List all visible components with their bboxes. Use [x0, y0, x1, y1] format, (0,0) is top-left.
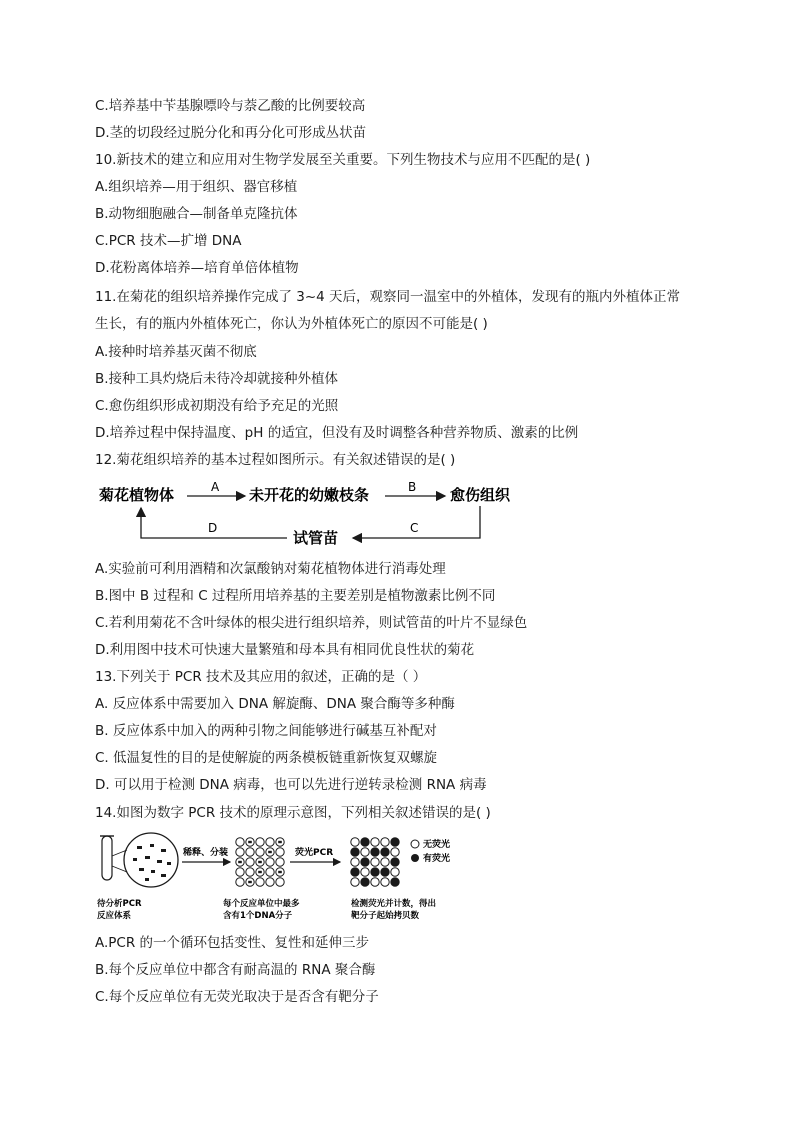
- reaction-well: [266, 858, 274, 866]
- option-b-q12: B.图中 B 过程和 C 过程所用培养基的主要差别是植物激素比例不同: [95, 588, 496, 604]
- reaction-well: [246, 858, 254, 866]
- well-fluorescent: [351, 848, 359, 856]
- well-no-fluorescence: [351, 838, 359, 846]
- well-no-fluorescence: [371, 878, 379, 886]
- option-a-q11: A.接种时培养基灭菌不彻底: [95, 344, 257, 360]
- question-14: 14.如图为数字 PCR 技术的原理示意图，下列相关叙述错误的是( ): [95, 805, 491, 821]
- step-dilute-label: 稀释、分装: [183, 848, 229, 858]
- option-c-q12: C.若利用菊花不含叶绿体的根尖进行组织培养，则试管苗的叶片不显绿色: [95, 615, 528, 631]
- well-no-fluorescence: [351, 858, 359, 866]
- caption-1a: 待分析PCR: [97, 899, 142, 909]
- reaction-well: [246, 848, 254, 856]
- legend-has-label: 有荧光: [423, 854, 451, 864]
- reaction-well: [266, 838, 274, 846]
- node-callus: 愈伤组织: [450, 486, 511, 504]
- option-a-q10: A.组织培养—用于组织、器官移植: [95, 179, 298, 195]
- well-fluorescent: [371, 868, 379, 876]
- dna-molecule: [248, 881, 252, 883]
- option-c-q14: C.每个反应单位有无荧光取决于是否含有靶分子: [95, 989, 379, 1005]
- node-plant: 菊花植物体: [99, 486, 175, 504]
- option-b-q11: B.接种工具灼烧后未待冷却就接种外植体: [95, 371, 339, 387]
- legend-none-label: 无荧光: [423, 840, 451, 850]
- dilution-grid: [236, 838, 284, 886]
- option-d-q12: D.利用图中技术可快速大量繁殖和母本具有相同优良性状的菊花: [95, 642, 475, 658]
- dna-molecule: [278, 841, 282, 843]
- well-fluorescent: [361, 838, 369, 846]
- well-no-fluorescence: [351, 878, 359, 886]
- test-tube-icon: [100, 836, 127, 880]
- option-c-q9: C.培养基中苄基腺嘌呤与萘乙酸的比例要较高: [95, 98, 366, 114]
- label-d: D: [208, 521, 218, 535]
- caption-2b: 含有1个DNA分子: [223, 911, 293, 921]
- question-11-line1: 11.在菊花的组织培养操作完成了 3~4 天后，观察同一温室中的外植体，发现有的瓶内外植体正常: [95, 289, 681, 305]
- option-d-q11: D.培养过程中保持温度、pH 的适宜，但没有及时调整各种营养物质、激素的比例: [95, 425, 579, 441]
- option-d-q9: D.茎的切段经过脱分化和再分化可形成丛状苗: [95, 125, 367, 141]
- dna-molecule: [258, 861, 262, 863]
- well-fluorescent: [351, 868, 359, 876]
- dna-molecule: [238, 861, 242, 863]
- well-fluorescent: [361, 878, 369, 886]
- reaction-well: [246, 868, 254, 876]
- well-no-fluorescence: [361, 868, 369, 876]
- well-fluorescent: [391, 838, 399, 846]
- option-d-q13: D. 可以用于检测 DNA 病毒，也可以先进行逆转录检测 RNA 病毒: [95, 777, 487, 793]
- step-pcr-label: 荧光PCR: [295, 848, 334, 858]
- option-c-q10: C.PCR 技术—扩增 DNA: [95, 233, 242, 249]
- reaction-well: [276, 878, 284, 886]
- tissue-culture-diagram: [95, 478, 535, 550]
- well-fluorescent: [391, 878, 399, 886]
- well-fluorescent: [381, 848, 389, 856]
- reaction-well: [256, 848, 264, 856]
- well-no-fluorescence: [381, 878, 389, 886]
- question-10: 10.新技术的建立和应用对生物学发展至关重要。下列生物技术与应用不匹配的是( ): [95, 152, 591, 168]
- option-a-q14: A.PCR 的一个循环包括变性、复性和延伸三步: [95, 935, 370, 951]
- caption-3a: 检测荧光并计数，得出: [351, 899, 437, 909]
- well-fluorescent: [381, 868, 389, 876]
- label-c: C: [410, 521, 419, 535]
- fluorescence-grid: [351, 838, 399, 886]
- dna-molecule: [258, 871, 262, 873]
- reaction-well: [236, 878, 244, 886]
- reaction-well: [236, 838, 244, 846]
- well-fluorescent: [371, 848, 379, 856]
- well-fluorescent: [391, 858, 399, 866]
- well-no-fluorescence: [361, 848, 369, 856]
- reaction-well: [266, 868, 274, 876]
- reaction-well: [256, 838, 264, 846]
- well-no-fluorescence: [391, 868, 399, 876]
- magnified-reaction-icon: [124, 833, 178, 887]
- option-a-q12: A.实验前可利用酒精和次氯酸钠对菊花植物体进行消毒处理: [95, 561, 446, 577]
- question-13: 13.下列关于 PCR 技术及其应用的叙述，正确的是（ ）: [95, 669, 427, 685]
- option-c-q13: C. 低温复性的目的是使解旋的两条模板链重新恢复双螺旋: [95, 750, 438, 766]
- well-no-fluorescence: [371, 838, 379, 846]
- digital-pcr-diagram: [95, 832, 495, 924]
- reaction-well: [236, 848, 244, 856]
- label-b: B: [408, 480, 417, 494]
- node-shoot: 未开花的幼嫩枝条: [249, 486, 370, 504]
- label-a: A: [211, 480, 220, 494]
- well-no-fluorescence: [381, 858, 389, 866]
- dna-molecule: [248, 841, 252, 843]
- option-c-q11: C.愈伤组织形成初期没有给予充足的光照: [95, 398, 339, 414]
- reaction-well: [256, 878, 264, 886]
- reaction-well: [266, 878, 274, 886]
- reaction-well: [276, 858, 284, 866]
- well-fluorescent: [361, 858, 369, 866]
- reaction-well: [236, 868, 244, 876]
- question-11-line2: 生长，有的瓶内外植体死亡，你认为外植体死亡的原因不可能是( ): [95, 316, 488, 332]
- option-b-q10: B.动物细胞融合—制备单克隆抗体: [95, 206, 298, 222]
- dna-molecule: [268, 851, 272, 853]
- well-no-fluorescence: [371, 858, 379, 866]
- caption-3b: 靶分子起始拷贝数: [351, 911, 420, 921]
- legend-has-marker: [411, 854, 419, 862]
- dna-molecule: [278, 871, 282, 873]
- option-a-q13: A. 反应体系中需要加入 DNA 解旋酶、DNA 聚合酶等多种酶: [95, 696, 455, 712]
- caption-2a: 每个反应单位中最多: [223, 899, 300, 909]
- well-no-fluorescence: [391, 848, 399, 856]
- legend-none-marker: [411, 840, 419, 848]
- option-b-q13: B. 反应体系中加入的两种引物之间能够进行碱基互补配对: [95, 723, 437, 739]
- option-b-q14: B.每个反应单位中都含有耐高温的 RNA 聚合酶: [95, 962, 376, 978]
- question-12: 12.菊花组织培养的基本过程如图所示。有关叙述错误的是( ): [95, 452, 456, 468]
- reaction-well: [276, 848, 284, 856]
- option-d-q10: D.花粉离体培养—培育单倍体植物: [95, 260, 299, 276]
- node-seedling: 试管苗: [293, 529, 339, 547]
- caption-1b: 反应体系: [97, 911, 132, 921]
- well-no-fluorescence: [381, 838, 389, 846]
